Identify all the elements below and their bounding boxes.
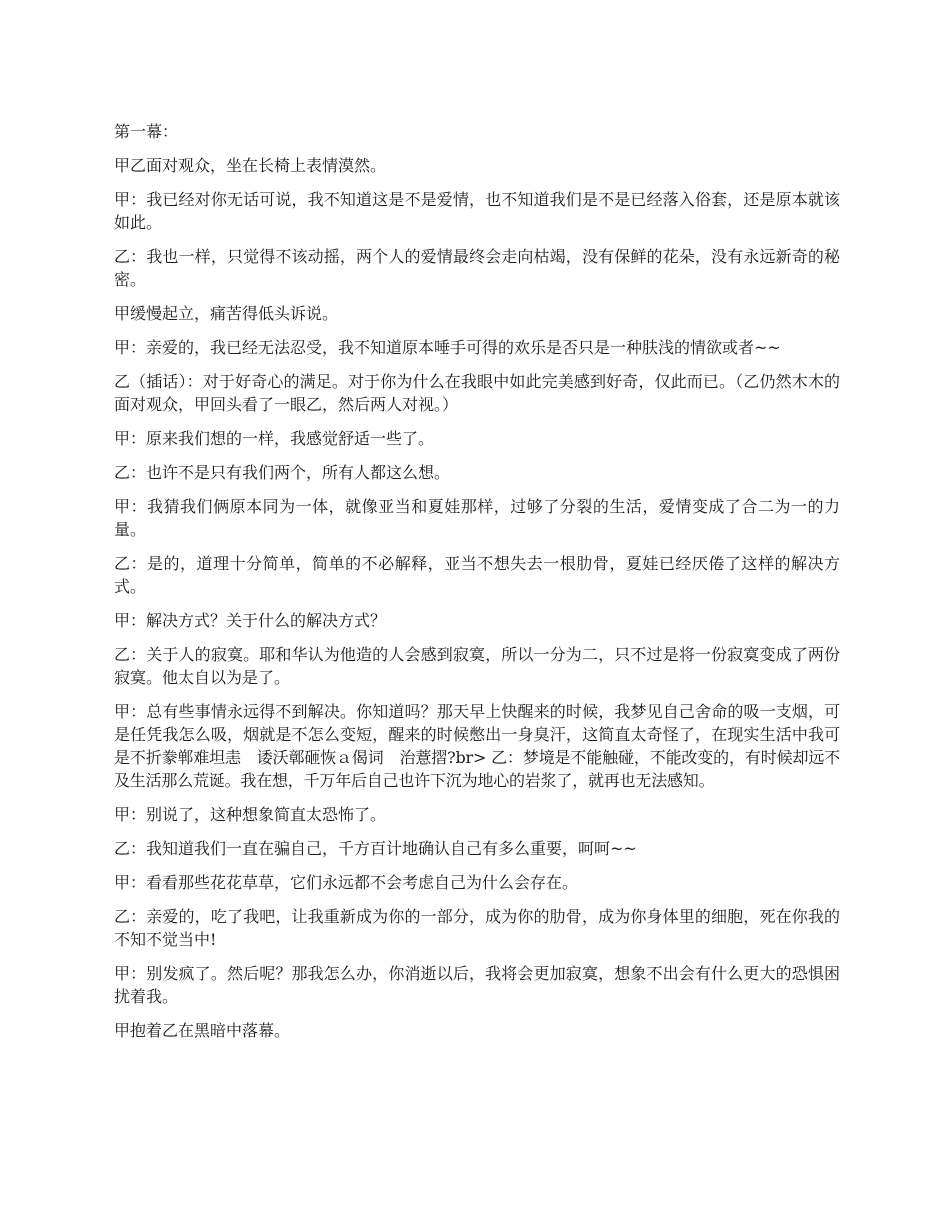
dialogue-line: 乙：我也一样，只觉得不该动摇，两个人的爱情最终会走向枯竭，没有保鲜的花朵，没有永远新奇的秘密。 [114,247,840,289]
dialogue-line: 甲：别发疯了。然后呢？那我怎么办，你消逝以后，我将会更加寂寞，想象不出会有什么更大的恐惧困扰着我。 [114,964,840,1006]
document-body [114,120,840,1053]
dialogue-line: 甲：总有些事情永远得不到解决。你知道吗？那天早上快醒来的时候，我梦见自己舍命的吸一支烟，可是任凭我怎么吸，烟就是不怎么变短，醒来的时候憋出一身臭汗，这简直太奇怪了，在现实生活中我可是不折豢郸难坦恚 诿沃鄣砸恢ａ偈词 治薏摺?br> 乙：梦境是不能触碰，不能改变的，有时候却远不及生活那么荒诞。我在想，千万年后自己也许下沉为地心的岩浆了，就再也无法感知。 [114,702,840,790]
dialogue-line: 甲：解决方式？关于什么的解决方式？ [114,611,387,630]
dialogue-line: 乙：是的，道理十分简单，简单的不必解释，亚当不想失去一根肋骨，夏娃已经厌倦了这样的解决方式。 [114,554,840,596]
dialogue-line: 乙：关于人的寂寞。耶和华认为他造的人会感到寂寞，所以一分为二，只不过是将一份寂寞变成了两份寂寞。他太自以为是了。 [114,645,840,687]
dialogue-line: 甲：我猜我们俩原本同为一体，就像亚当和夏娃那样，过够了分裂的生活，爱情变成了合二为一的力量。 [114,497,840,539]
stage-direction: 甲抱着乙在黑暗中落幕。 [114,1021,291,1040]
dialogue-line: 乙：亲爱的，吃了我吧，让我重新成为你的一部分，成为你的肋骨，成为你身体里的细胞，死在你我的不知不觉当中! [114,907,840,949]
dialogue-line: 乙：我知道我们一直在骗自己，千方百计地确认自己有多么重要，呵呵~~ [114,839,637,858]
dialogue-line: 甲：亲爱的，我已经无法忍受，我不知道原本唾手可得的欢乐是否只是一种肤浅的情欲或者~~ [114,338,781,357]
dialogue-line: 乙：也许不是只有我们两个，所有人都这么想。 [114,463,451,482]
dialogue-line: 甲：别说了，这种想象简直太恐怖了。 [114,805,387,824]
dialogue-line: 甲：我已经对你无话可说，我不知道这是不是爱情，也不知道我们是不是已经落入俗套，还是原本就该如此。 [114,190,840,232]
stage-direction: 甲缓慢起立，痛苦得低头诉说。 [114,304,339,323]
stage-direction: 甲乙面对观众，坐在长椅上表情漠然。 [114,156,387,175]
act-heading: 第一幕： [114,122,179,141]
dialogue-line: 甲：原来我们想的一样，我感觉舒适一些了。 [114,429,435,448]
dialogue-line: 甲：看看那些花花草草，它们永远都不会考虑自己为什么会存在。 [114,873,579,892]
dialogue-line: 乙（插话）：对于好奇心的满足。对于你为什么在我眼中如此完美感到好奇，仅此而已。（乙仍然木木的面对观众，甲回头看了一眼乙，然后两人对视。） [114,372,840,414]
